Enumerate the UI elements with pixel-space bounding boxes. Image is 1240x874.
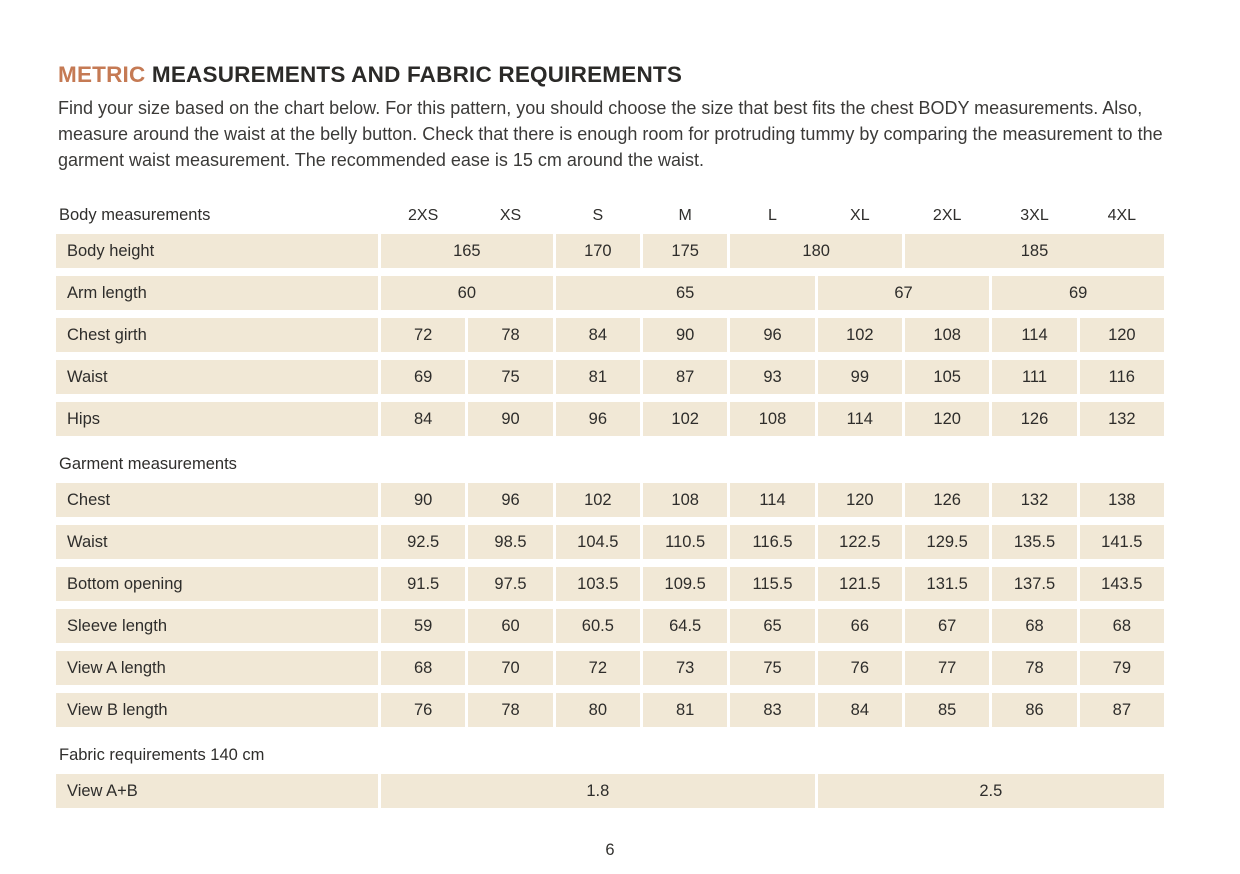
value-cell: 99 xyxy=(818,360,902,394)
table-row xyxy=(56,402,1164,436)
value-cell: 66 xyxy=(818,609,902,643)
value-cell: 81 xyxy=(643,693,727,727)
size-column-header: 3XL xyxy=(1020,207,1049,224)
page-title-text: MEASUREMENTS AND FABRIC REQUIREMENTS xyxy=(145,62,683,87)
value-cell: 92.5 xyxy=(381,525,465,559)
value-cell: 109.5 xyxy=(643,567,727,601)
value-cell: 120 xyxy=(818,483,902,517)
row-label: View B length xyxy=(56,693,378,727)
value-cell: 69 xyxy=(992,276,1164,310)
value-cell: 67 xyxy=(905,609,989,643)
value-cell: 102 xyxy=(818,318,902,352)
value-cell: 72 xyxy=(556,651,640,685)
row-label: Hips xyxy=(56,402,378,436)
size-column-header: XL xyxy=(850,207,870,224)
intro-paragraph: Find your size based on the chart below. For this pattern, you should choose the size that best fits the chest BODY measurements. Also, measure around the waist at the belly button. Check that there is enough room for protruding tummy by comparing the measurement to the garment waist measurement. The recommended ease is 15 cm around the waist. xyxy=(58,98,1163,170)
table-row xyxy=(56,609,1164,643)
page-number: 6 xyxy=(605,841,615,859)
value-cell: 86 xyxy=(992,693,1076,727)
value-cell: 60.5 xyxy=(556,609,640,643)
value-cell: 105 xyxy=(905,360,989,394)
size-column-header: 2XL xyxy=(932,207,962,224)
table-row xyxy=(56,774,1164,808)
table-row xyxy=(56,483,1164,517)
row-label: Waist xyxy=(56,525,378,559)
value-cell: 98.5 xyxy=(468,525,552,559)
row-label: Chest girth xyxy=(56,318,378,352)
section-header-label: Body measurements xyxy=(59,206,211,224)
value-cell: 83 xyxy=(730,693,814,727)
value-cell: 90 xyxy=(643,318,727,352)
table-row xyxy=(56,567,1164,601)
value-cell: 81 xyxy=(556,360,640,394)
section-header-row xyxy=(56,444,1164,474)
value-cell: 73 xyxy=(643,651,727,685)
size-column-header: M xyxy=(678,207,692,224)
value-cell: 1.8 xyxy=(381,774,815,808)
value-cell: 137.5 xyxy=(992,567,1076,601)
size-column-header: L xyxy=(768,207,777,224)
table-row xyxy=(56,693,1164,727)
value-cell: 87 xyxy=(643,360,727,394)
size-column-header: 2XS xyxy=(408,207,439,224)
value-cell: 141.5 xyxy=(1080,525,1164,559)
size-column-header: 4XL xyxy=(1107,207,1137,224)
value-cell: 68 xyxy=(381,651,465,685)
value-cell: 72 xyxy=(381,318,465,352)
row-label: Bottom opening xyxy=(56,567,378,601)
value-cell: 120 xyxy=(905,402,989,436)
section-header-row xyxy=(56,195,1164,225)
page-title-accent: METRIC xyxy=(58,62,146,87)
value-cell: 126 xyxy=(905,483,989,517)
value-cell: 114 xyxy=(818,402,902,436)
value-cell: 77 xyxy=(905,651,989,685)
value-cell: 80 xyxy=(556,693,640,727)
value-cell: 121.5 xyxy=(818,567,902,601)
value-cell: 60 xyxy=(381,276,553,310)
size-column-header: XS xyxy=(499,207,522,224)
value-cell: 120 xyxy=(1080,318,1164,352)
value-cell: 116.5 xyxy=(730,525,814,559)
value-cell: 138 xyxy=(1080,483,1164,517)
row-label: Waist xyxy=(56,360,378,394)
value-cell: 91.5 xyxy=(381,567,465,601)
value-cell: 143.5 xyxy=(1080,567,1164,601)
value-cell: 85 xyxy=(905,693,989,727)
value-cell: 102 xyxy=(643,402,727,436)
value-cell: 170 xyxy=(556,234,640,268)
value-cell: 75 xyxy=(730,651,814,685)
value-cell: 102 xyxy=(556,483,640,517)
table-row xyxy=(56,318,1164,352)
value-cell: 110.5 xyxy=(643,525,727,559)
page-title xyxy=(58,62,1164,88)
value-cell: 96 xyxy=(730,318,814,352)
value-cell: 165 xyxy=(381,234,553,268)
value-cell: 132 xyxy=(1080,402,1164,436)
value-cell: 65 xyxy=(556,276,815,310)
value-cell: 59 xyxy=(381,609,465,643)
value-cell: 115.5 xyxy=(730,567,814,601)
value-cell: 79 xyxy=(1080,651,1164,685)
value-cell: 122.5 xyxy=(818,525,902,559)
value-cell: 108 xyxy=(643,483,727,517)
value-cell: 131.5 xyxy=(905,567,989,601)
value-cell: 96 xyxy=(468,483,552,517)
table-row xyxy=(56,276,1164,310)
table-row xyxy=(56,234,1164,268)
value-cell: 97.5 xyxy=(468,567,552,601)
row-label: Sleeve length xyxy=(56,609,378,643)
value-cell: 126 xyxy=(992,402,1076,436)
value-cell: 69 xyxy=(381,360,465,394)
row-label: View A length xyxy=(56,651,378,685)
value-cell: 93 xyxy=(730,360,814,394)
size-column-header: S xyxy=(592,207,604,224)
value-cell: 180 xyxy=(730,234,902,268)
value-cell: 111 xyxy=(992,360,1076,394)
value-cell: 90 xyxy=(381,483,465,517)
value-cell: 87 xyxy=(1080,693,1164,727)
table-row xyxy=(56,525,1164,559)
value-cell: 108 xyxy=(730,402,814,436)
row-label: Chest xyxy=(56,483,378,517)
value-cell: 132 xyxy=(992,483,1076,517)
value-cell: 70 xyxy=(468,651,552,685)
value-cell: 84 xyxy=(556,318,640,352)
value-cell: 78 xyxy=(468,693,552,727)
value-cell: 90 xyxy=(468,402,552,436)
value-cell: 114 xyxy=(730,483,814,517)
section-header-label: Garment measurements xyxy=(59,455,237,473)
value-cell: 68 xyxy=(992,609,1076,643)
value-cell: 78 xyxy=(992,651,1076,685)
value-cell: 67 xyxy=(818,276,990,310)
value-cell: 129.5 xyxy=(905,525,989,559)
value-cell: 76 xyxy=(818,651,902,685)
value-cell: 78 xyxy=(468,318,552,352)
value-cell: 104.5 xyxy=(556,525,640,559)
value-cell: 2.5 xyxy=(818,774,1164,808)
value-cell: 84 xyxy=(381,402,465,436)
value-cell: 60 xyxy=(468,609,552,643)
size-table xyxy=(56,195,1164,808)
value-cell: 75 xyxy=(468,360,552,394)
value-cell: 103.5 xyxy=(556,567,640,601)
value-cell: 76 xyxy=(381,693,465,727)
value-cell: 65 xyxy=(730,609,814,643)
section-header-row xyxy=(56,735,1164,765)
table-row xyxy=(56,651,1164,685)
value-cell: 135.5 xyxy=(992,525,1076,559)
value-cell: 68 xyxy=(1080,609,1164,643)
value-cell: 84 xyxy=(818,693,902,727)
value-cell: 114 xyxy=(992,318,1076,352)
value-cell: 96 xyxy=(556,402,640,436)
value-cell: 64.5 xyxy=(643,609,727,643)
row-label: View A+B xyxy=(56,774,378,808)
row-label: Body height xyxy=(56,234,378,268)
section-header-label: Fabric requirements 140 cm xyxy=(59,746,265,764)
row-label: Arm length xyxy=(56,276,378,310)
table-row xyxy=(56,360,1164,394)
value-cell: 185 xyxy=(905,234,1164,268)
value-cell: 108 xyxy=(905,318,989,352)
value-cell: 116 xyxy=(1080,360,1164,394)
value-cell: 175 xyxy=(643,234,727,268)
